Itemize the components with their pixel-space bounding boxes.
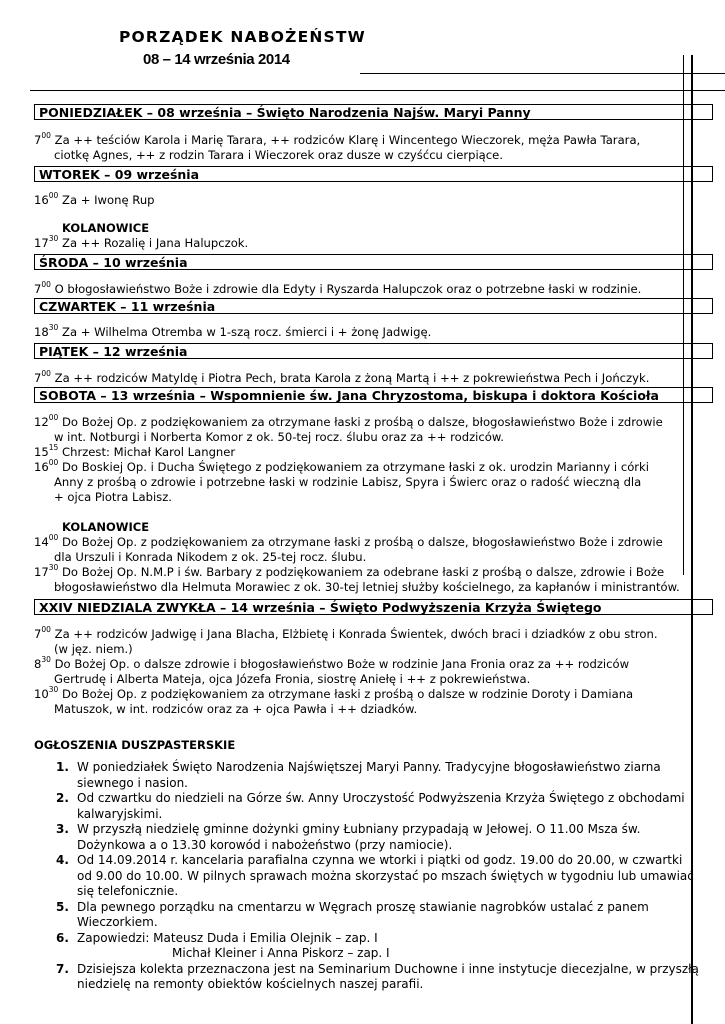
mass-entry: $7^{00}$ Za ++ teściów Karola i Marię Tarara, ++ rodziców Klarę i Wincentego Wieczorek, męża Pawła Tarara, ciotkę Agnes, ++ z rodzin Tarara i Wieczorek oraz dusze w czyśćcu cierpiące. [34,131,641,162]
mass-entry: $7^{00}$ Za ++ rodziców Jadwigę i Jana Blacha, Elżbietę i Konrada Świentek, dwóch braci i dziadków z obu stron. (w jęz. niem.) $8^{30}$ Do Bożej Op. o dalsze zdrowie i błogosławieństwo Boże w rodzinie Jana Fronia oraz za ++ rodziców Gertrudę i Alberta Mateja, ojca Józefa Fronia, siostrę Aniełę i ++ z pokrewieństwa. $10^{30}$ Do Bożej Op. z podziękowaniem za otrzymane łaski z prośbą o dalsze w rodzinie Doroty i Damiana Matuszok, w int. rodziców oraz za + ojca Pawła i ++ dziadków. [34,625,658,716]
page-dates: 08 – 14 września 2014 [143,51,290,68]
list-item: 3. W przyszłą niedzielę gminne dożynki gminy Łubniany przypadają w Jełowej. O 11.00 Msza św. Dożynkowa a o 13.30 korowód i nabożeństwo (przy namiocie). [56,822,641,852]
list-item: 1. W poniedziałek Święto Narodzenia Najświętszej Maryi Panny. Tradycyjne błogosławieństwo ziarna siewnego i nasion. [56,760,661,790]
mass-entry: $17^{30}$ Za ++ Rozalię i Jana Halupczok. [34,234,249,250]
day-header-saturday: SOBOTA – 13 września – Wspomnienie św. Jana Chryzostoma, biskupa i doktora Kościoła [34,387,713,403]
list-item: 6. Zapowiedzi: Mateusz Duda i Emilia Olejnik – zap. I Michał Kleiner i Anna Piskorz – zap. I [56,930,390,960]
location-subheading: KOLANOWICE [62,520,150,534]
mass-entry: $7^{00}$ O błogosławieństwo Boże i zdrowie dla Edyty i Ryszarda Halupczok oraz o potrzebne łaski w rodzinie. [34,280,642,296]
mass-entry: $16^{00}$ Za + Iwonę Rup [34,191,155,207]
location-subheading: KOLANOWICE [62,221,150,235]
day-header-friday: PIĄTEK – 12 września [34,343,713,359]
page-title: PORZĄDEK NABOŻEŃSTW [119,28,366,46]
list-item: 2. Od czwartku do niedzieli na Górze św. Anny Uroczystość Podwyższenia Krzyża Świętego z obchodami kalwaryjskimi. [56,791,685,821]
announcements-list [50,760,700,993]
day-header-wednesday: ŚRODA – 10 września [34,254,713,270]
day-header-sunday: XXIV NIEDZIALA ZWYKŁA – 14 września – Święto Podwyższenia Krzyża Świętego [34,599,713,615]
header-rule [360,73,725,74]
header-rule-2 [30,90,725,91]
day-header-tuesday: WTOREK – 09 września [34,166,713,182]
list-item: 4. Od 14.09.2014 r. kancelaria parafialna czynna we wtorki i piątki od godz. 19.00 do 20.00, w czwartki od 9.00 do 10.00. W pilnych sprawach można skorzystać po mszach świętych w tygodniu lub umawiać się telefonicznie. [56,853,694,898]
announcements-title: OGŁOSZENIA DUSZPASTERSKIE [34,738,236,752]
mass-entry: $18^{30}$ Za + Wilhelma Otremba w 1-szą rocz. śmierci i + żonę Jadwigę. [34,323,432,339]
day-header-thursday: CZWARTEK – 11 września [34,298,713,314]
list-item: 7. Dzisiejsza kolekta przeznaczona jest na Seminarium Duchowne i inne instytucje diecezjalne, w przyszłą niedzielę na remonty obiektów kościelnych naszej parafii. [56,961,699,991]
mass-entry: $7^{00}$ Za ++ rodziców Matyldę i Piotra Pech, brata Karola z żoną Martą i ++ z pokrewieństwa Pech i Jończyk. [34,369,650,385]
list-item: 5. Dla pewnego porządku na cmentarzu w Węgrach proszę stawianie nagrobków ustalać z panem Wieczorkiem. [56,899,649,929]
mass-entry: $14^{00}$ Do Bożej Op. z podziękowaniem za otrzymane łaski z prośbą o dalsze, błogosławieństwo Boże i zdrowie dla Urszuli i Konrada Nikodem z ok. 25-tej rocz. ślubu. $17^{30}$ Do Bożej Op. N.M.P i św. Barbary z podziękowaniem za odebrane łaski z prośbą o dalsze, zdrowie i Boże błogosławieństwo dla Helmuta Morawiec z ok. 30-tej letniej służby kościelnego, za kapłanów i ministrantów. [34,533,680,594]
mass-entry: $12^{00}$ Do Bożej Op. z podziękowaniem za otrzymane łaski z prośbą o dalsze, błogosławieństwo Boże i zdrowie w int. Notburgi i Norberta Komor z ok. 50-tej rocz. ślubu oraz za ++ rodziców. $15^{15}$ Chrzest: Michał Karol Langner $16^{00}$ Do Boskiej Op. i Ducha Świętego z podziękowaniem za otrzymane łaski z ok. urodzin Marianny i córki Anny z prośbą o zdrowie i potrzebne łaski w rodzinie Labisz, Spyra i Świerc oraz o radość wieczną dla + ojca Piotra Labisz. [34,413,663,504]
day-header-monday: PONIEDZIAŁEK – 08 września – Święto Narodzenia Najśw. Maryi Panny [34,104,713,120]
